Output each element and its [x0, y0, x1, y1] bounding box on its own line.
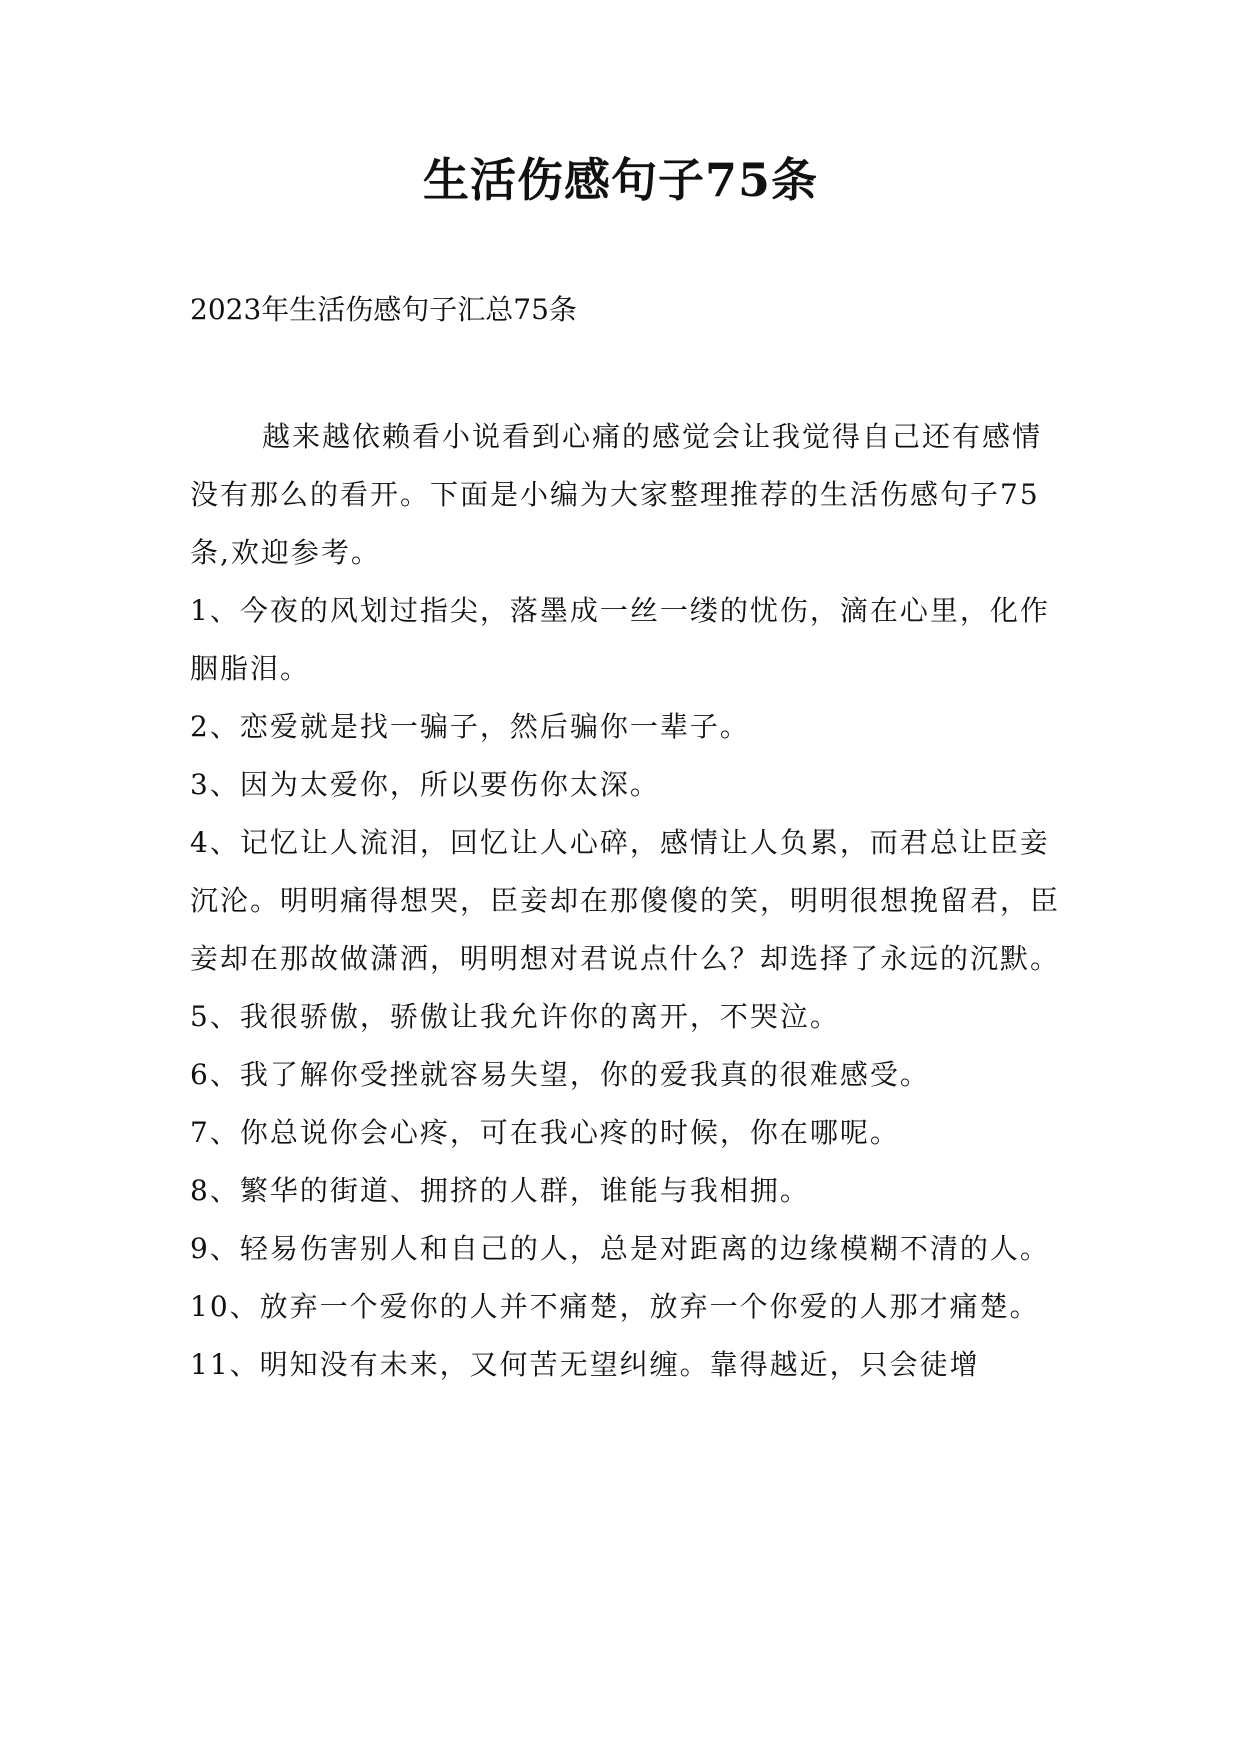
list-item: 3、因为太爱你，所以要伤你太深。	[190, 768, 660, 801]
document-title: 生活伤感句子75条	[422, 153, 818, 207]
list-item: 11、明知没有未来，又何苦无望纠缠。靠得越近，只会徒增	[190, 1348, 980, 1381]
list-item: 5、我很骄傲，骄傲让我允许你的离开，不哭泣。	[190, 1000, 840, 1033]
list-item: 8、繁华的街道、拥挤的人群，谁能与我相拥。	[190, 1174, 810, 1207]
list-item: 6、我了解你受挫就容易失望，你的爱我真的很难感受。	[190, 1058, 930, 1091]
intro-paragraph: 越来越依赖看小说看到心痛的感觉会让我觉得自己还有感情没有那么的看开。下面是小编为大家整理推荐的生活伤感句子75条,欢迎参考。	[190, 420, 1043, 569]
list-item: 1、今夜的风划过指尖，落墨成一丝一缕的忧伤，滴在心里，化作胭脂泪。	[190, 594, 1050, 685]
list-item: 2、恋爱就是找一骗子，然后骗你一辈子。	[190, 710, 750, 743]
list-item: 9、轻易伤害别人和自己的人，总是对距离的边缘模糊不清的人。	[190, 1232, 1050, 1265]
document-body	[190, 408, 1065, 1394]
list-item: 10、放弃一个爱你的人并不痛楚，放弃一个你爱的人那才痛楚。	[190, 1290, 1040, 1323]
list-item: 7、你总说你会心疼，可在我心疼的时候，你在哪呢。	[190, 1116, 900, 1149]
list-item: 4、记忆让人流泪，回忆让人心碎，感情让人负累，而君总让臣妾沉沦。明明痛得想哭，臣妾却在那傻傻的笑，明明很想挽留君，臣妾却在那故做潇洒，明明想对君说点什么？却选择了永远的沉默。	[190, 826, 1061, 975]
document-subtitle: 2023年生活伤感句子汇总75条	[190, 293, 577, 326]
